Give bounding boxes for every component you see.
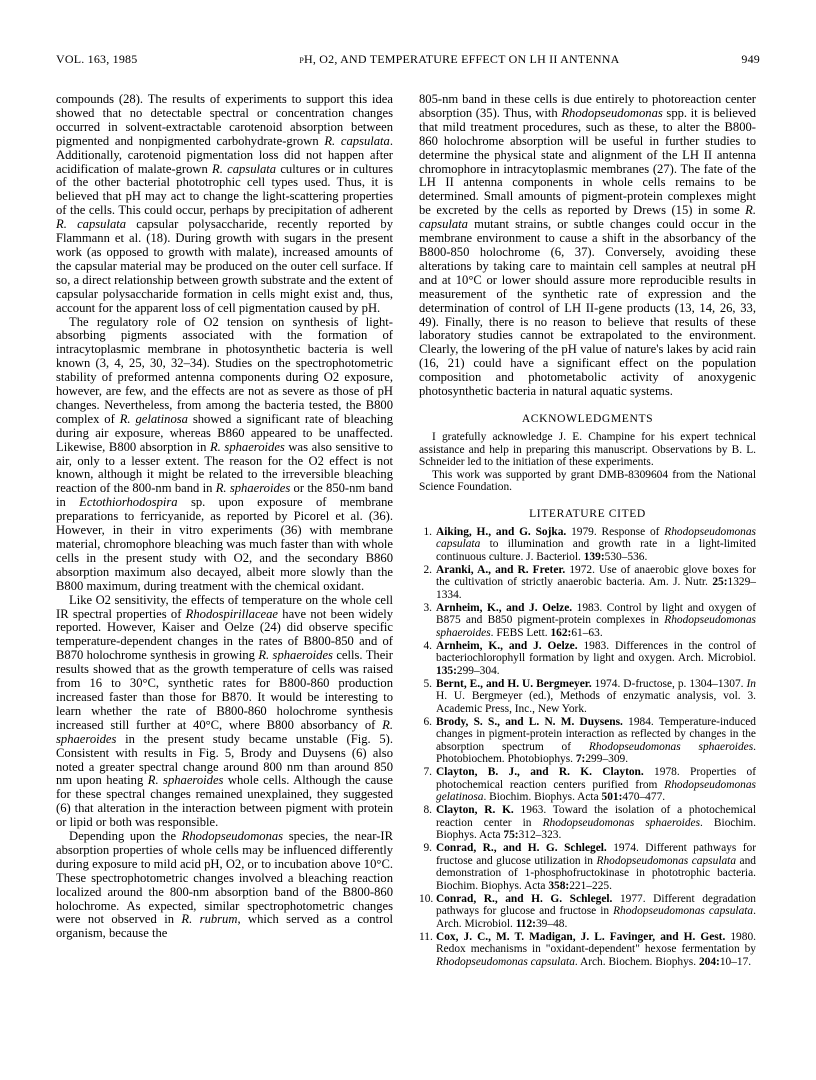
paragraph: I gratefully acknowledge J. E. Champine for his expert technical assistance and help in preparing this manuscript. Observations by B. L. Schneider led to the initiation of these experiments. (419, 430, 756, 469)
reference-item (419, 640, 756, 678)
reference-number: 7. (423, 766, 432, 779)
reference-item (419, 893, 756, 931)
reference-number: 11. (419, 930, 433, 943)
reference-number: 2. (423, 563, 432, 576)
acknowledgments-body (419, 431, 756, 494)
reference-number: 4. (423, 639, 432, 652)
right-column (419, 93, 756, 969)
volume-year: VOL. 163, 1985 (56, 52, 138, 66)
page-number: 949 (741, 52, 760, 66)
reference-item (419, 602, 756, 640)
reference-text: Clayton, R. K. 1963. Toward the isolation of a photochemical reaction center in Rhodopseudomonas sphaeroides. Biochim. Biophys. Acta 75:312–323. (436, 804, 757, 842)
reference-text: Aiking, H., and G. Sojka. 1979. Response of Rhodopseudomonas capsulata to illumination and growth rate in a light-limited continuous culture. J. Bacteriol. 139:530–536. (436, 525, 756, 563)
reference-item (419, 804, 756, 842)
reference-number: 6. (423, 715, 432, 728)
reference-text: Cox, J. C., M. T. Madigan, J. L. Favinger, and H. Gest. 1980. Redox mechanisms in "oxidant-dependent" hexose fermentation by Rhodopseudomonas capsulata. Arch. Biochem. Biophys. 204:10–17. (436, 930, 756, 968)
paragraph: This work was supported by grant DMB-8309604 from the National Science Foundation. (419, 468, 756, 494)
paragraph: 805-nm band in these cells is due entirely to photoreaction center absorption (35). Thus, with Rhodopseudomonas spp. it is believed that mild treatment procedures, such as these, to alter the B800-860 holochrome absorption will be useful in further studies to determine the physical state and alignment of the LH II antenna chromophore in intracytoplasmic membranes (27). The fate of the LH II antenna components in whole cells remains to be determined. Small amounts of pigment-protein complexes might be excreted by the cells as reported by Drews (15) in some R. capsulata mutant strains, or subtle changes could occur in the membrane environment to cause a shift in the absorbancy of the B800-850 holochrome (6, 37). Conversely, avoiding these alterations by taking care to maintain cell samples at neutral pH and at 10°C or lower should assure more reproducible results in measurement of the synthetic rate of expression and the determination of control of LH II-gene products (13, 14, 26, 33, 49). Finally, there is no reason to believe that results of these laboratory studies cannot be extrapolated to the environment. Clearly, the lowering of the pH value of nature's lakes by acid rain (16, 21) could have a significant effect on the population composition and photometabolic activity of anoxygenic photosynthetic bacteria in natural aquatic systems. (419, 92, 757, 399)
reference-text: Arnheim, K., and J. Oelze. 1983. Differences in the control of bacteriochlorophyll formation by light and oxygen. Arch. Microbiol. 135:299–304. (436, 639, 756, 677)
reference-number: 3. (423, 601, 432, 614)
reference-item (419, 766, 756, 804)
paragraph: Depending upon the Rhodopseudomonas species, the near-IR absorption properties of whole cells may be influenced differently during exposure to mild acid pH, O2, or to incubation above 10°C. These spectrophotometric changes involved a bleaching reaction localized around the 800-nm absorption band of the B800-860 holochrome. As expected, similar spectrophotometric changes were not observed in R. rubrum, which served as a control organism, because the (56, 829, 393, 941)
reference-text: Bernt, E., and H. U. Bergmeyer. 1974. D-fructose, p. 1304–1307. In H. U. Bergmeyer (ed.), Methods of enzymatic analysis, vol. 3. Academic Press, Inc., New York. (436, 677, 756, 715)
paragraph: Like O2 sensitivity, the effects of temperature on the whole cell IR spectral properties of Rhodospirillaceae have not been widely reported. However, Kaiser and Oelze (24) did observe specific temperature-dependent changes in the rates of B800-850 and of B870 holochrome synthesis in growing R. sphaeroides cells. Their results showed that as the growth temperature of cells was raised from 16 to 30°C, synthetic rates for B800-860 production increased faster than those for B870. It would be interesting to learn whether the rate of B800-860 holochrome synthesis increased still further at 40°C, where B800 absorbancy of R. sphaeroides in the present study became unstable (Fig. 5). Consistent with results in Fig. 5, Brody and Duysens (6) also noted a greater spectral change around 800 nm than around 850 nm upon heating R. sphaeroides whole cells. Although the cause for these spectral changes remained unexplained, they suggested (6) that alteration in the interaction between pigment with protein or lipid or both was responsible. (56, 592, 394, 830)
reference-item (419, 564, 756, 602)
reference-number: 8. (423, 804, 432, 817)
paragraph: The regulatory role of O2 tension on synthesis of light-absorbing pigments associated with the formation of intracytoplasmic membrane in photosynthetic bacteria is well known (3, 4, 25, 30, 32–34). Studies on the spectrophotometric stability of preformed antenna components during O2 exposure, however, are few, and the effects are not as severe as those of pH changes. Nevertheless, from among the bacteria tested, the B800 complex of R. gelatinosa showed a significant rate of bleaching during air exposure, whereas B860 appeared to be unaffected. Likewise, B800 absorption in R. sphaeroides was also sensitive to air, only to a lesser extent. The reason for the O2 effect is not known, although it might be related to the irreversible bleaching reaction of the 800-nm band in R. sphaeroides or the 850-nm band in Ectothiorhodospira sp. upon exposure of membrane preparations to ferricyanide, as reported by Picorel et al. (36). However, in their in vitro experiments (36) with membrane material, chromophore bleaching was much faster than with whole cells in the present study with O2, and the secondary B860 absorption maximum also decayed, albeit more slowly than the B800 maximum, during treatment with the chemical oxidant. (56, 314, 393, 593)
left-column (56, 93, 393, 969)
page-title: pH, O2, AND TEMPERATURE EFFECT ON LH II ANTENNA (299, 52, 620, 66)
reference-text: Clayton, B. J., and R. K. Clayton. 1978. Properties of photochemical reaction centers purified from Rhodopseudomonas gelatinosa. Biochim. Biophys. Acta 501:470–477. (436, 766, 756, 804)
paragraph: compounds (28). The results of experiments to support this idea showed that no detectable spectral or concentration changes occurred in solvent-extractable carotenoid absorption between pigmented and nonpigmented carbohydrate-grown R. capsulata. Additionally, carotenoid pigmentation loss did not happen after acidification of malate-grown R. capsulata cultures or in cultures of the other bacterial phototrophic cell types used. Thus, it is believed that pH may act to change the light-scattering properties of the cells. This could occur, perhaps by precipitation of adherent R. capsulata capsular polysaccharide, recently reported by Flammann et al. (18). During growth with sugars in the present work (as opposed to growth with malate), increased amounts of the capsular material may be produced on the outer cell surface. If so, a direct relationship between growth substrate and the extent of capsular polysaccharide formation in cells might exist and, thus, account for the apparent loss of cell pigmentation caused by pH. (56, 92, 394, 315)
reference-number: 1. (423, 525, 432, 538)
reference-item (419, 842, 756, 892)
literature-cited-heading: LITERATURE CITED (529, 506, 646, 520)
reference-list (419, 526, 756, 969)
two-column-body (56, 93, 760, 969)
reference-text: Arnheim, K., and J. Oelze. 1983. Control by light and oxygen of B875 and B850 pigment-protein complexes in Rhodopseudomonas sphaeroides. FEBS Lett. 162:61–63. (436, 601, 756, 639)
reference-number: 9. (423, 842, 432, 855)
reference-number: 10. (419, 892, 434, 905)
reference-item (419, 931, 756, 969)
reference-text: Aranki, A., and R. Freter. 1972. Use of anaerobic glove boxes for the cultivation of strictly anaerobic bacteria. Am. J. Nutr. 25:1329–1334. (436, 563, 756, 601)
reference-item (419, 678, 756, 716)
running-head (56, 52, 760, 67)
reference-item (419, 716, 756, 766)
reference-text: Conrad, R., and H. G. Schlegel. 1977. Different degradation pathways for glucose and fructose in Rhodopseudomonas capsulata. Arch. Microbiol. 112:39–48. (436, 892, 756, 930)
reference-text: Conrad, R., and H. G. Schlegel. 1974. Different pathways for fructose and glucose utilization in Rhodopseudomonas capsulata and demonstration of 1-phosphofructokinase in phototrophic bacteria. Biochim. Biophys. Acta 358:221–225. (436, 842, 757, 892)
acknowledgments-heading: ACKNOWLEDGMENTS (521, 411, 654, 425)
reference-number: 5. (423, 677, 432, 690)
reference-text: Brody, S. S., and L. N. M. Duysens. 1984. Temperature-induced changes in pigment-protein interaction as reflected by changes in the absorption spectrum of Rhodopseudomonas sphaeroides. Photobiochem. Photobiophys. 7:299–309. (436, 715, 757, 766)
reference-item (419, 526, 756, 564)
